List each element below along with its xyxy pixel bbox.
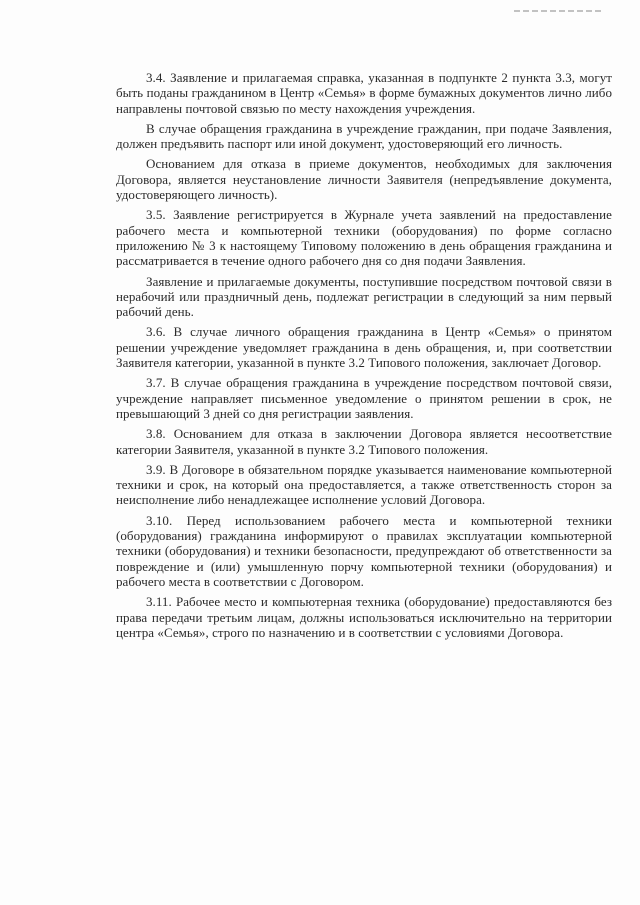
paragraph-3-4: 3.4. Заявление и прилагаемая справка, указанная в подпункте 2 пункта 3.3, могут быть поданы гражданином в Центр «Семья» в форме бумажных документов лично либо направлены почтовой связью по месту нахождения учреждения. bbox=[116, 70, 612, 116]
paragraph-identity-document: В случае обращения гражданина в учреждение гражданин, при подаче Заявления, должен предъявить паспорт или иной документ, удостоверяющий его личность. bbox=[116, 120, 612, 152]
paragraph-3-9: 3.9. В Договоре в обязательном порядке указывается наименование компьютерной техники и срок, на который она предоставляется, а также ответственность сторон за неисполнение либо ненадлежащее исполнение условий Договора. bbox=[116, 461, 612, 508]
document-body bbox=[116, 70, 612, 645]
paragraph-refusal-grounds: Основанием для отказа в приеме документов, необходимых для заключения Договора, является неустановление личности Заявителя (непредъявление документа, удостоверяющего личность). bbox=[116, 156, 612, 203]
paragraph-3-6: 3.6. В случае личного обращения гражданина в Центр «Семья» о принятом решении учреждение уведомляет гражданина в день обращения, и, при соответствии Заявителя категории, указанной в пункте 3.2 Типового положения, заключает Договор. bbox=[116, 324, 612, 371]
paragraph-3-5: 3.5. Заявление регистрируется в Журнале учета заявлений на предоставление рабочего места и компьютерной техники (оборудования) по форме согласно приложению № 3 к настоящему Типовому положению в день обращения гражданина и рассматривается в течение одного рабочего дня со дня подачи Заявления. bbox=[116, 207, 612, 269]
paragraph-3-10: 3.10. Перед использованием рабочего места и компьютерной техники (оборудования) гражданина информируют о правилах эксплуатации компьютерной техники (оборудования) и техники безопасности, предупреждают об ответственности за повреждение и (или) умышленную порчу компьютерной техники (оборудования) и рабочего места в соответствии с Договором. bbox=[116, 512, 612, 589]
paragraph-3-8: 3.8. Основанием для отказа в заключении Договора является несоответствие категории Заявителя, указанной в пункте 3.2 Типового положения. bbox=[116, 426, 612, 457]
scan-artifact bbox=[514, 10, 602, 12]
paragraph-3-11: 3.11. Рабочее место и компьютерная техника (оборудование) предоставляются без права передачи третьим лицам, должны использоваться исключительно на территории центра «Семья», строго по назначению и в соответствии с условиями Договора. bbox=[116, 594, 612, 640]
paragraph-postal-registration: Заявление и прилагаемые документы, поступившие посредством почтовой связи в нерабочий или праздничный день, подлежат регистрации в следующий за ним первый рабочий день. bbox=[116, 273, 612, 320]
paragraph-3-7: 3.7. В случае обращения гражданина в учреждение посредством почтовой связи, учреждение направляет письменное уведомление о принятом решении в срок, не превышающий 3 дней со дня регистрации заявления. bbox=[116, 375, 612, 421]
